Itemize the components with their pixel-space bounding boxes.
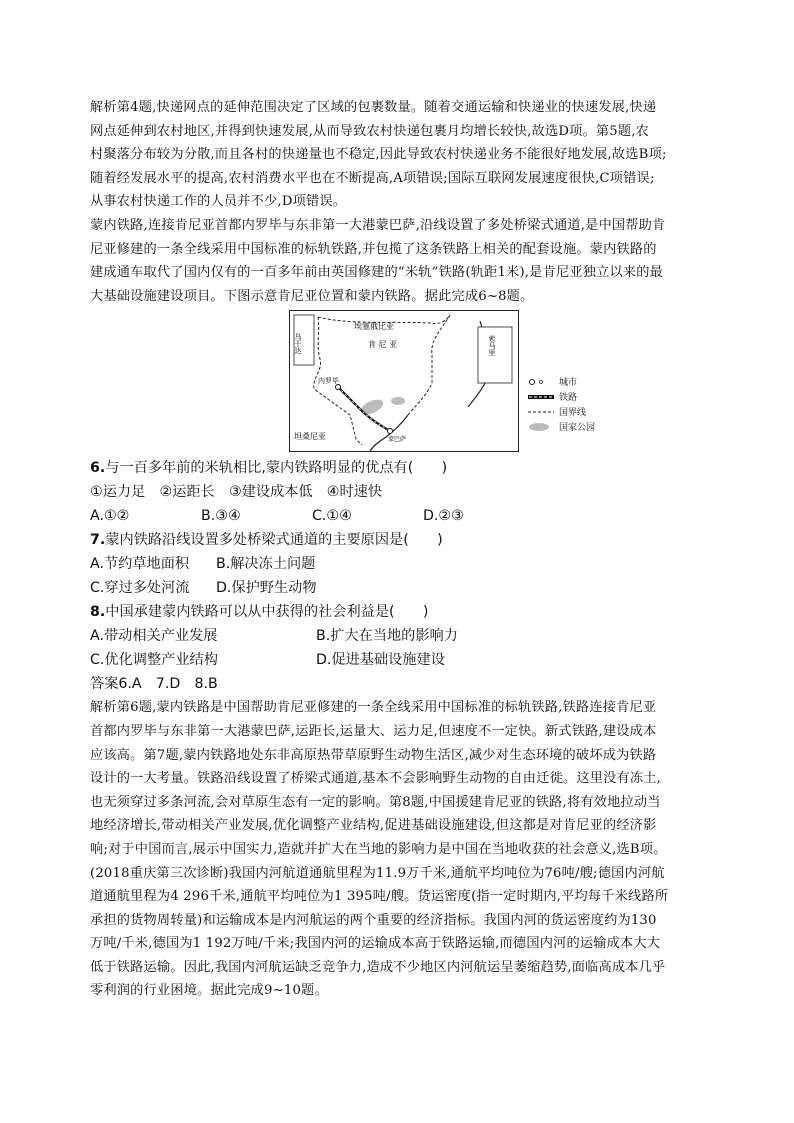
question-8 [90, 600, 710, 624]
answer-line: 答案6.A 7.D 8.B [90, 676, 218, 693]
text-line: 大基础设施建设项目。下图示意肯尼亚位置和蒙内铁路。据此完成6~8题。 [90, 288, 534, 304]
label-ethiopia: 埃塞俄比亚 [354, 322, 394, 332]
text-line: 随着经发展水平的提高,农村消费水平也在不断提高,A项错误;国际互联网发展速度很快,C项错误; [90, 170, 655, 186]
text-line: 万吨/千米,德国为1 192万吨/千米;我国内河的运输成本高于铁路运输,而德国内河的运输成本大大 [90, 936, 661, 952]
city-nairobi-marker [336, 385, 341, 390]
question-number: 6. [90, 460, 106, 477]
question-number: 8. [90, 604, 106, 621]
legend-item [527, 404, 597, 419]
city-symbol-icon [527, 377, 555, 387]
text-line: 解析第4题,快递网点的延伸范围决定了区域的包裹数量。随着交通运输和快递业的快速发展,快递 [90, 100, 657, 115]
railway-symbol-icon [527, 392, 555, 402]
question-6 [90, 456, 710, 480]
kenya-map [289, 310, 519, 452]
option-b[interactable]: B.③④ [201, 508, 241, 525]
legend-item [527, 374, 597, 389]
option-a[interactable]: A.节约草地面积 [90, 556, 190, 573]
text-line: 村聚落分布较为分散,而且各村的快递量也不稳定,因此导致农村快递业务不能很好地发展,故选B项; [90, 147, 667, 163]
legend-item [527, 389, 597, 404]
kenya-map-figure [90, 308, 710, 456]
option-c[interactable]: C.穿过多处河流 [90, 580, 190, 597]
border-symbol-icon [527, 407, 555, 417]
text-line: 从事农村快递工作的人员并不少,D项错误。 [90, 194, 347, 210]
text-line: 网点延伸到农村地区,并得到快速发展,从而导致农村快递包裹月均增长较快,故选D项。第5题,农 [90, 123, 650, 139]
question-number: 7. [90, 532, 106, 549]
label-uganda: 乌干达 [294, 333, 302, 355]
text-line: 零利润的行业困境。据此完成9~10题。 [90, 983, 328, 999]
text-line: 应该高。第7题,蒙内铁路地处东非高原热带草原野生动物生活区,减少对生态环境的破坏成为铁路 [90, 747, 657, 763]
question-7-options-row-1 [90, 552, 710, 576]
option-c[interactable]: C.优化调整产业结构 [90, 652, 218, 669]
text-line: 低于铁路运输。因此,我国内河航运缺乏竞争力,造成不少地区内河航运呈萎缩趋势,面临高成本几乎 [90, 959, 666, 975]
text-line: 也无须穿过多条河流,会对草原生态有一定的影响。第8题,中国援建肯尼亚的铁路,将有效地拉动当 [90, 794, 661, 810]
question-text: 蒙内铁路沿线设置多处桥梁式通道的主要原因是( ) [105, 532, 443, 549]
country-border [408, 315, 450, 415]
text-line: 设计的一大考量。铁路沿线设置了桥梁式通道,基本不会影响野生动物的自由迁徙。这里没有冻土, [90, 771, 662, 787]
text-line: 解析第6题,蒙内铁路是中国帮助肯尼亚修建的一条全线采用中国标准的标轨铁路,铁路连接肯尼亚 [90, 700, 657, 716]
text-line: (2018重庆第三次诊断)我国内河航道通航里程为11.9万千米,通航平均吨位为76吨/艘;德国内河航 [90, 865, 665, 881]
question-7 [90, 528, 710, 552]
question-6-options [90, 504, 710, 528]
option-a[interactable]: A.①② [90, 508, 130, 525]
option-b[interactable]: B.扩大在当地的影响力 [316, 628, 458, 645]
city-mombasa-marker [388, 429, 393, 434]
text-line: 建成通车取代了国内仅有的一百多年前由英国修建的“米轨”铁路(轨距1米),是肯尼亚独立以来的最 [90, 265, 664, 281]
text-line: 蒙内铁路,连接肯尼亚首都内罗毕与东非第一大港蒙巴萨,沿线设置了多处桥梁式通道,是中国帮助肯 [90, 217, 666, 233]
option-c[interactable]: C.①④ [312, 508, 352, 525]
question-6-statements: ①运力足 ②运距长 ③建设成本低 ④时速快 [90, 484, 383, 501]
text-line: 尼亚修建的一条全线采用中国标准的标轨铁路,并包揽了这条铁路上相关的配套设施。蒙内铁路的 [90, 241, 657, 257]
legend-label: 城市 [559, 378, 578, 389]
text-line: 首都内罗毕与东非第一大港蒙巴萨,运距长,运量大、运力足,但速度不一定快。新式铁路,建设成本 [90, 723, 657, 739]
option-b[interactable]: B.解决冻土问题 [216, 556, 316, 573]
label-mombasa: 蒙巴萨 [388, 436, 407, 444]
option-d[interactable]: D.保护野生动物 [216, 580, 317, 597]
question-text: 与一百多年前的米轨相比,蒙内铁路明显的优点有( ) [105, 460, 448, 477]
question-text: 中国承建蒙内铁路可以从中获得的社会利益是( ) [105, 604, 429, 621]
question-8-options-row-1 [90, 624, 710, 648]
text-line: 地经济增长,带动相关产业发展,优化调整产业结构,促进基础设施建设,但这都是对肯尼亚的经济影 [90, 818, 657, 834]
option-a[interactable]: A.带动相关产业发展 [90, 628, 218, 645]
legend-label: 铁路 [559, 393, 578, 404]
option-d[interactable]: D.促进基础设施建设 [316, 652, 445, 669]
label-nairobi: 内罗毕 [318, 377, 339, 386]
map-legend [527, 374, 597, 434]
question-7-options-row-2 [90, 576, 710, 600]
text-line: 承担的货物周转量)和运输成本是内河航运的两个重要的经济指标。我国内河的货运密度约为130 [90, 912, 657, 928]
document-page [90, 96, 710, 1003]
park-symbol-icon [527, 422, 555, 432]
question-8-options-row-2 [90, 648, 710, 672]
label-tanzania: 坦桑尼亚 [294, 432, 326, 442]
legend-item [527, 419, 597, 434]
text-line: 道通航里程为4 296千米,通航平均吨位为1 395吨/艘。货运密度(指一定时期内,平均每千米线路所 [90, 889, 669, 905]
label-somalia: 索马里 [488, 335, 496, 357]
text-line: 响;对于中国而言,展示中国实力,造就并扩大在当地的影响力是中国在当地收获的社会意义,选B项。 [90, 841, 667, 857]
national-park [391, 397, 405, 405]
analysis-6-8 [90, 696, 710, 1003]
national-park [359, 397, 386, 418]
option-d[interactable]: D.②③ [423, 508, 464, 525]
legend-label: 国家公园 [559, 423, 596, 434]
legend-label: 国界线 [559, 408, 587, 419]
label-kenya: 肯 尼 亚 [368, 340, 398, 350]
intro-passage [90, 214, 710, 308]
analysis-4-5 [90, 96, 710, 214]
